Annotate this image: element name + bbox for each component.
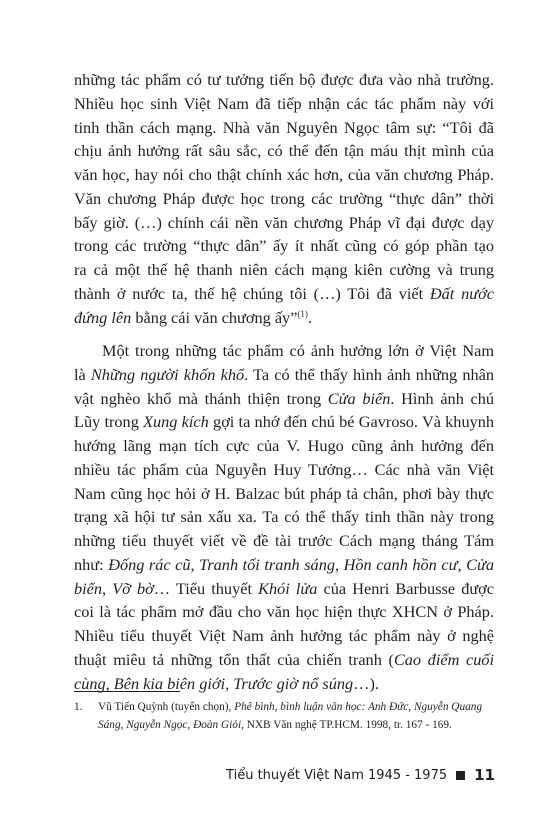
text-line: trạng xã hội tư sản xấu xa. Ta có thể thấy tinh thần này trong bbox=[74, 507, 494, 527]
text-line bbox=[74, 363, 494, 387]
text-run: …). bbox=[353, 673, 379, 693]
text-run: của Henri Barbusse được bbox=[317, 578, 495, 598]
book-title: cùng, Bên kia biên giới, Trước giờ nổ súng bbox=[74, 673, 354, 693]
book-title: Xung kích bbox=[143, 412, 209, 432]
text-line bbox=[74, 282, 494, 306]
book-title: Đất nước bbox=[429, 283, 495, 303]
footnote-title: Sáng, Nguyễn Ngọc, Đoàn Giỏi bbox=[98, 719, 242, 731]
book-title: Những người khốn khổ bbox=[90, 364, 245, 384]
text-run: thành ở nước ta, thế hệ chúng tôi (…) Tôi đã viết bbox=[74, 283, 430, 303]
text-line: hướng lãng mạn tích cực của V. Hugo cũng ảnh hưởng đến bbox=[74, 436, 494, 455]
footnote-publisher: , NXB Văn nghệ TP.HCM. 1998, tr. 167 - 169. bbox=[241, 719, 452, 731]
paragraph-2 bbox=[74, 339, 494, 695]
text-line: tinh thần cách mạng. Nhà văn Nguyên Ngọc tâm sự: “Tôi đã bbox=[74, 117, 494, 137]
page-footer bbox=[226, 765, 495, 785]
footnote-line bbox=[74, 698, 494, 716]
book-title: Cao điểm cuối bbox=[393, 649, 494, 669]
text-line: Nhiều học sinh Việt Nam đã tiếp nhận các tác phẩm này với bbox=[74, 93, 494, 113]
text-line: Nhiều tiểu thuyết Việt Nam ảnh hưởng tác phẩm này ở nghệ bbox=[74, 626, 494, 645]
book-title: Cửa biển bbox=[327, 388, 391, 408]
text-line: ra cả một thế hệ thanh niên cách mạng kiên cường và trung bbox=[74, 260, 494, 279]
text-run: như: bbox=[74, 554, 109, 574]
text-line: những tiểu thuyết viết về đề tài trước Cách mạng tháng Tám bbox=[74, 531, 494, 550]
text-line bbox=[74, 648, 494, 672]
text-line: những tác phẩm có tư tưởng tiến bộ được đưa vào nhà trường. bbox=[74, 70, 494, 89]
footnote-divider bbox=[74, 691, 180, 692]
text-run: bằng cái văn chương ấy” bbox=[131, 307, 298, 327]
text-run: là bbox=[74, 364, 91, 384]
text-run: . bbox=[307, 307, 313, 327]
text-run: . Hình ảnh chú bbox=[390, 388, 495, 408]
text-line: nhiều tác phẩm của Nguyễn Huy Tưởng… Các nhà văn Việt bbox=[74, 459, 494, 479]
text-line: bấy giờ. (…) chính cái nền văn chương Pháp vĩ đại được dạy bbox=[74, 212, 494, 232]
footnote-title: Phê bình, bình luận văn học: Anh Đức, Nguyễn Quang bbox=[234, 701, 483, 713]
text-run: . Ta có thể thấy hình ảnh những nhân bbox=[244, 364, 494, 384]
text-line: chịu ảnh hưởng rất sâu sắc, có thể đến tận máu thịt mình của bbox=[74, 141, 494, 161]
text-line bbox=[74, 553, 494, 577]
footnote-number: 1. bbox=[74, 701, 83, 713]
text-run: Lũy trong bbox=[74, 412, 144, 432]
page-number: 11 bbox=[474, 766, 495, 784]
book-title: Đống rác cũ, Tranh tối tranh sáng, Hồn canh hồn cư, Cửa bbox=[108, 554, 494, 574]
book-title: biển, Vỡ bờ bbox=[74, 578, 154, 598]
text-line bbox=[74, 577, 494, 601]
square-bullet-icon bbox=[456, 771, 465, 780]
text-line bbox=[74, 410, 494, 434]
footnote-line bbox=[74, 716, 494, 734]
text-line: Một trong những tác phẩm có ảnh hưởng lớn ở Việt Nam bbox=[102, 341, 494, 360]
book-title: Khói lửa bbox=[258, 578, 318, 598]
paragraph-1 bbox=[74, 68, 494, 329]
text-run: … Tiểu thuyết bbox=[153, 578, 259, 598]
text-line: văn học, hay nói cho thật chính xác hơn, của văn chương Pháp. bbox=[74, 165, 494, 184]
running-title: Tiểu thuyết Việt Nam 1945 - 1975 bbox=[226, 767, 448, 783]
text-line bbox=[74, 387, 494, 411]
text-line: Nam cũng học hỏi ở H. Balzac bút pháp tả chân, phơi bày thực bbox=[74, 483, 494, 503]
text-run: gợi ta nhớ đến chú bé Gavroso. Và khuynh bbox=[208, 412, 495, 432]
footnote bbox=[74, 698, 494, 734]
text-run: vật nghèo khổ mà thánh thiện trong bbox=[74, 388, 328, 408]
footnote-ref: (1) bbox=[297, 308, 308, 319]
text-line bbox=[74, 306, 494, 330]
footnote-author: Vũ Tiến Quỳnh (tuyển chọn), bbox=[98, 701, 235, 713]
text-run: thuật miêu tả những tổn thất của chiến tranh ( bbox=[74, 649, 394, 669]
book-title: đứng lên bbox=[74, 307, 132, 327]
text-line: coi là tác phẩm mở đầu cho văn học hiện thực XHCN ở Pháp. bbox=[74, 602, 494, 622]
text-line: Văn chương Pháp được học trong các trường “thực dân” thời bbox=[74, 188, 494, 208]
text-line: trong các trường “thực dân” ấy ít nhất cũng có góp phần tạo bbox=[74, 236, 494, 256]
